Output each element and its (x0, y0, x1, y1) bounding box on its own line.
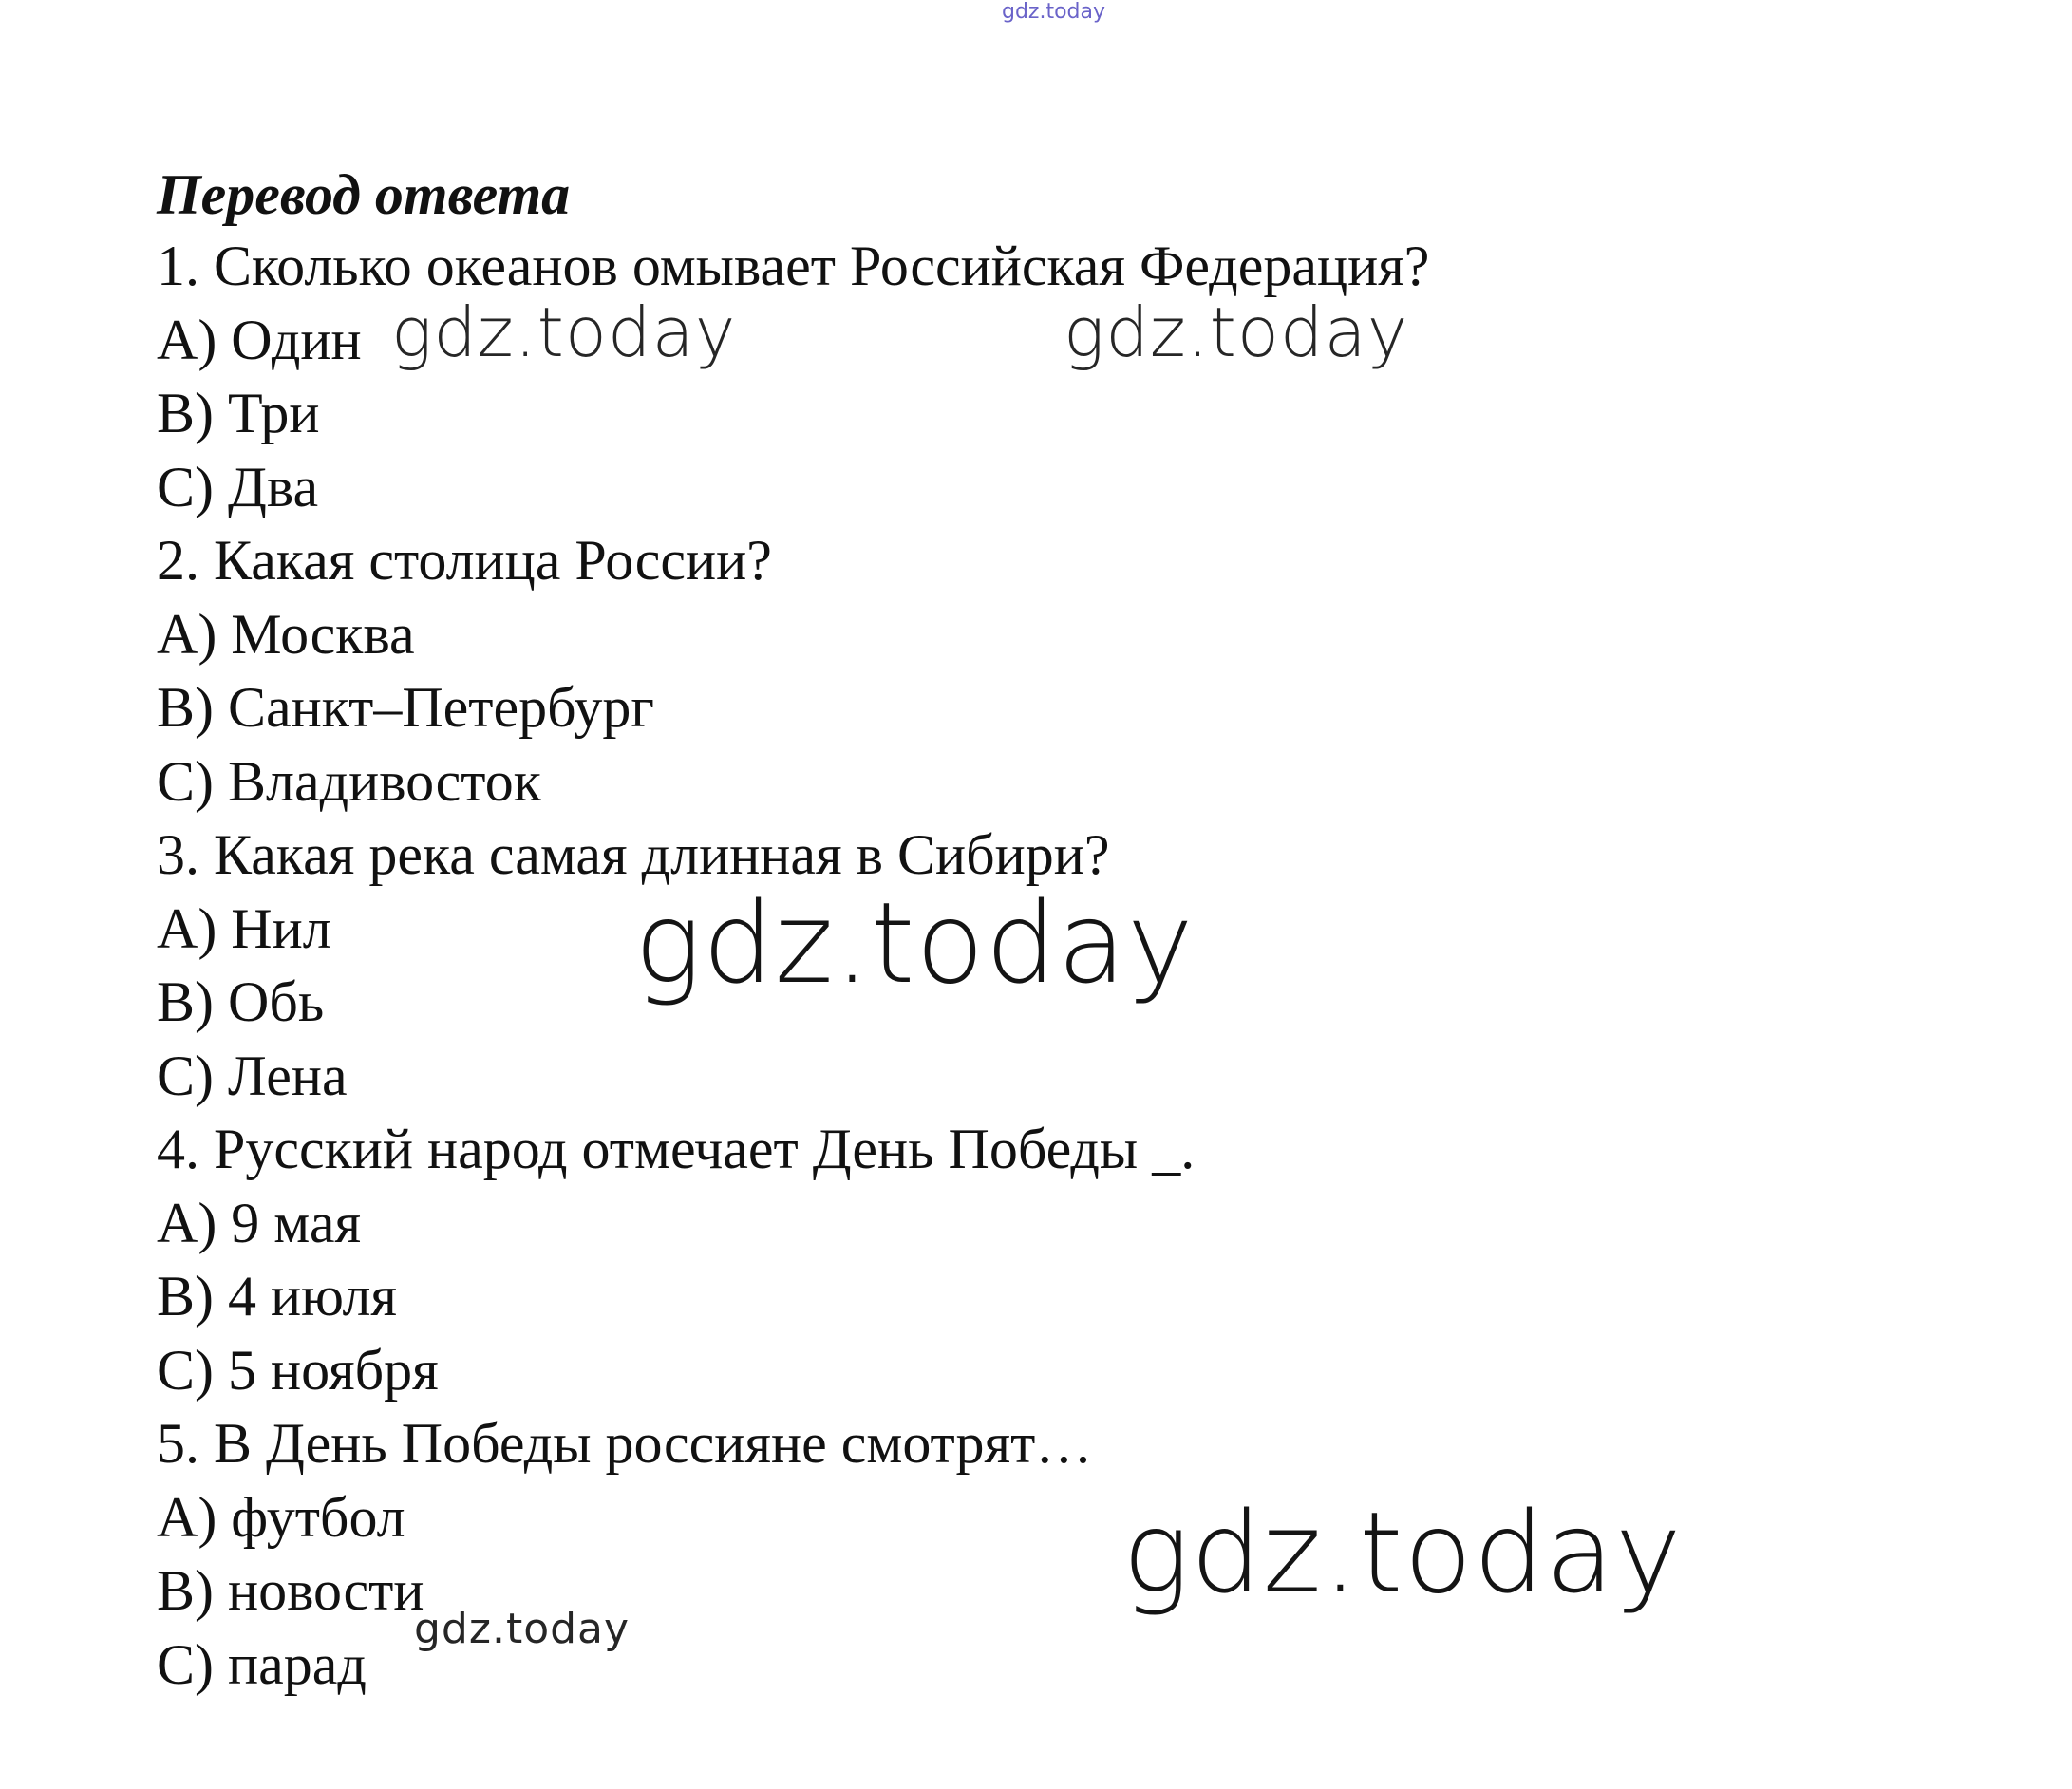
answer-3c: C) Лена (157, 1044, 348, 1107)
question-1: 1. Сколько океанов омывает Российская Федерация? (157, 235, 1430, 297)
answer-4b: B) 4 июля (157, 1265, 397, 1328)
question-5: 5. В День Победы россияне смотрят… (157, 1412, 1093, 1475)
watermark-3: gdz.today (634, 877, 1195, 1008)
watermark-top: gdz.today (1002, 0, 1106, 24)
answer-4c: C) 5 ноября (157, 1338, 439, 1402)
page-title: Перевод ответа (157, 163, 571, 226)
watermark-1: gdz.today (391, 292, 737, 372)
question-4: 4. Русский народ отмечает День Победы _. (157, 1118, 1196, 1180)
question-3: 3. Какая река самая длинная в Сибири? (157, 823, 1110, 886)
answer-1b: B) Три (157, 382, 320, 444)
question-2: 2. Какая столица России? (157, 529, 772, 592)
answer-1c: C) Два (157, 455, 319, 518)
answer-2b: B) Санкт–Петербург (157, 676, 655, 739)
answer-5a: A) футбол (157, 1485, 405, 1549)
watermark-2: gdz.today (1064, 292, 1409, 372)
answer-2c: C) Владивосток (157, 749, 541, 813)
answer-5b: B) новости (157, 1559, 424, 1622)
answer-5c: C) парад (157, 1632, 367, 1696)
answer-4a: A) 9 мая (157, 1191, 362, 1254)
watermark-5: gdz.today (414, 1605, 631, 1653)
answer-2a: A) Москва (157, 602, 415, 666)
watermark-4: gdz.today (1122, 1487, 1683, 1618)
answer-1a: A) Один (157, 308, 362, 371)
answer-3a: A) Нил (157, 896, 331, 960)
answer-3b: B) Обь (157, 970, 325, 1033)
